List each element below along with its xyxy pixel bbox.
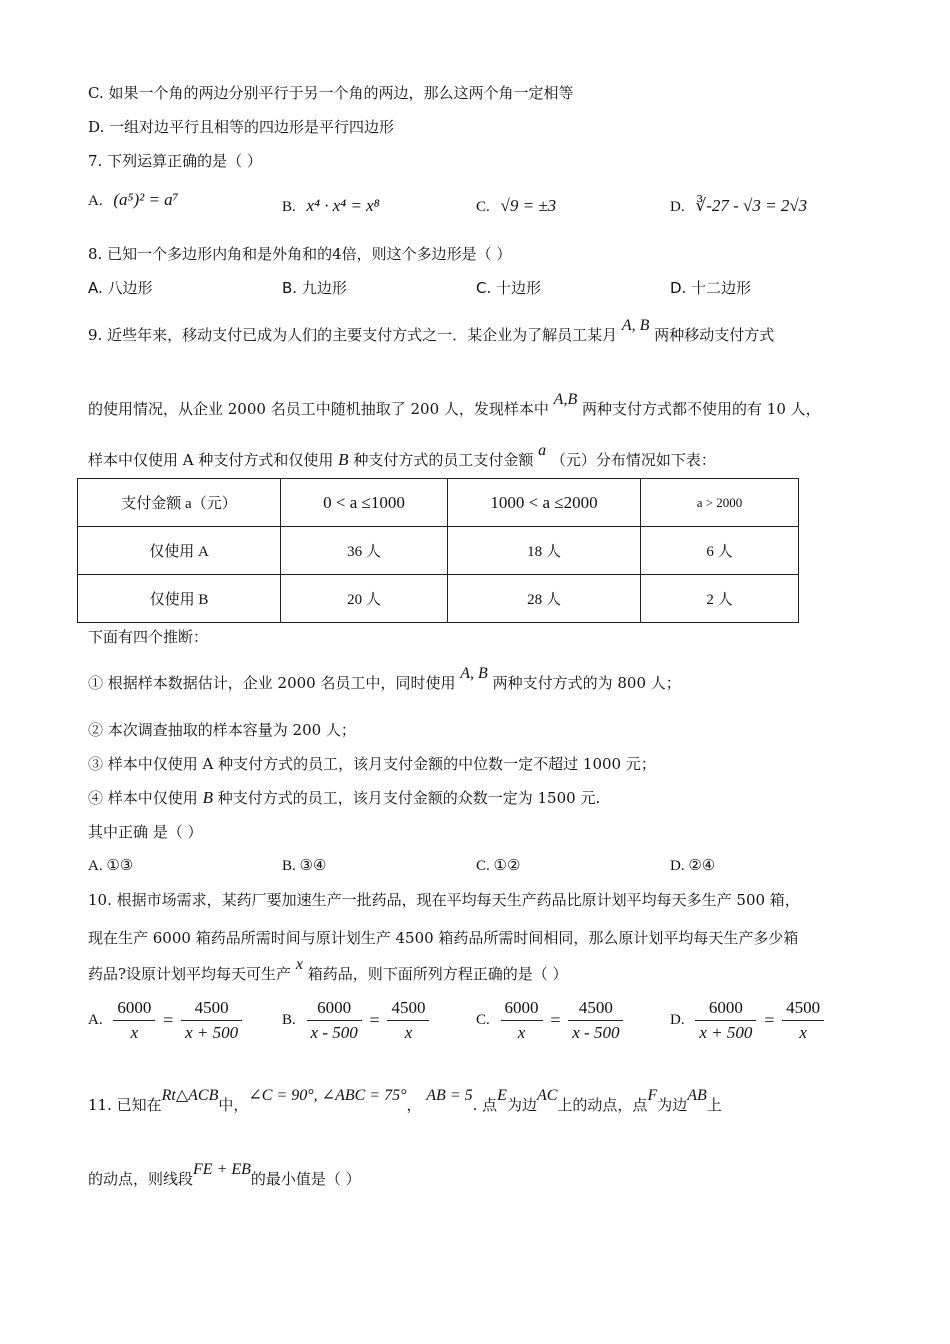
q11-math: ∠C = 90°, ∠ABC = 75° bbox=[248, 1087, 407, 1104]
q8-option-b: B. 九边形 bbox=[282, 279, 347, 297]
denominator: x bbox=[517, 1023, 526, 1042]
q11-text: ， bbox=[406, 1096, 422, 1114]
q9-line-2 bbox=[88, 391, 821, 419]
q10-fraction-right bbox=[782, 998, 824, 1043]
table-header-row bbox=[78, 479, 799, 527]
q9-statement-2: ② 本次调查抽取的样本容量为 200 人； bbox=[88, 721, 356, 739]
q10-option-a bbox=[88, 998, 242, 1043]
q9-statement-1 bbox=[88, 665, 681, 693]
q9-statement-4 bbox=[88, 787, 600, 808]
table-header-cell: a > 2000 bbox=[641, 479, 799, 527]
q7-option-d-expr: ∛-27 - √3 = 2√3 bbox=[695, 196, 808, 215]
denominator: x - 500 bbox=[572, 1023, 620, 1042]
table-header-cell: 0 < a ≤1000 bbox=[281, 479, 448, 527]
numerator: 6000 bbox=[501, 998, 543, 1021]
q11-math: E bbox=[497, 1087, 507, 1104]
q10-fraction-left bbox=[307, 998, 362, 1043]
equals-sign: = bbox=[163, 1010, 174, 1030]
q10-line-3-math: x bbox=[295, 956, 303, 973]
q8-option-d: D. 十二边形 bbox=[670, 279, 752, 297]
numerator: 4500 bbox=[782, 998, 824, 1021]
q11-text: 为边 bbox=[657, 1096, 688, 1114]
q9-statement-1-text-a: ① 根据样本数据估计，企业 2000 名员工中，同时使用 bbox=[88, 674, 456, 692]
q10-fraction-right bbox=[568, 998, 623, 1043]
numerator: 6000 bbox=[113, 998, 155, 1021]
q7-option-a bbox=[88, 190, 179, 210]
q11-text: 中， bbox=[218, 1096, 249, 1114]
q11-text: 上 bbox=[706, 1096, 722, 1114]
denominator: x + 500 bbox=[185, 1023, 239, 1042]
q9-intro: 下面有四个推断： bbox=[88, 628, 209, 646]
q9-statement-3: ③ 样本中仅使用 A 种支付方式的员工，该月支付金额的中位数一定不超过 1000 元； bbox=[88, 755, 656, 773]
q9-line-3-text-c: 种支付方式的员工支付金额 bbox=[353, 451, 534, 469]
equals-sign: = bbox=[550, 1010, 561, 1030]
q6-option-d: D. 一组对边平行且相等的四边形是平行四边形 bbox=[88, 118, 395, 136]
q9-line-1-text-a: 9. 近些年来，移动支付已成为人们的主要支付方式之一．某企业为了解员工某月 bbox=[88, 326, 618, 344]
equals-sign: = bbox=[369, 1010, 380, 1030]
q10-option-d bbox=[670, 998, 824, 1043]
table-header-cell: 支付金额 a（元） bbox=[78, 479, 281, 527]
q10-option-label: D. bbox=[670, 1012, 685, 1028]
q8-option-c: C. 十边形 bbox=[476, 279, 542, 297]
q9-line-3-math-b: B bbox=[338, 450, 349, 469]
q11-math: F bbox=[647, 1087, 658, 1104]
q10-option-label: C. bbox=[476, 1012, 490, 1028]
q8-stem: 8. 已知一个多边形内角和是外角和的4倍，则这个多边形是（ ） bbox=[88, 245, 512, 263]
q10-line-3-text-b: 箱药品，则下面所列方程正确的是（ ） bbox=[307, 965, 568, 983]
q11-text: 为边 bbox=[506, 1096, 537, 1114]
q10-line-1: 10. 根据市场需求，某药厂要加速生产一批药品，现在平均每天生产药品比原计划平均每天多生产 500 箱， bbox=[88, 891, 800, 909]
q11-math: AB = 5 bbox=[426, 1087, 473, 1104]
denominator: x bbox=[799, 1023, 807, 1042]
q10-fraction-left bbox=[113, 998, 155, 1043]
q7-option-c-expr: √9 = ±3 bbox=[500, 196, 557, 215]
q11-text: 的最小值是（ ） bbox=[250, 1170, 361, 1188]
q10-line-3-text-a: 药品?设原计划平均每天可生产 bbox=[88, 965, 292, 983]
q9-line-2-math: A,B bbox=[553, 391, 578, 408]
q9-line-1 bbox=[88, 317, 775, 345]
table-cell: 20 人 bbox=[281, 575, 448, 623]
q9-line-1-text-b: 两种移动支付方式 bbox=[654, 326, 775, 344]
q9-statement-4-text-a: ④ 样本中仅使用 bbox=[88, 789, 198, 807]
table-cell: 28 人 bbox=[448, 575, 641, 623]
q8-option-a: A. 八边形 bbox=[88, 279, 153, 297]
q9-option-a: A. ①③ bbox=[88, 858, 134, 874]
numerator: 6000 bbox=[307, 998, 362, 1021]
q7-option-c-label: C. bbox=[476, 198, 490, 215]
denominator: x - 500 bbox=[310, 1023, 358, 1042]
q10-fraction-left bbox=[501, 998, 543, 1043]
q10-option-label: A. bbox=[88, 1012, 103, 1028]
q11-line-2 bbox=[88, 1161, 361, 1189]
table-cell: 2 人 bbox=[641, 575, 799, 623]
numerator: 4500 bbox=[568, 998, 623, 1021]
denominator: x bbox=[130, 1023, 139, 1042]
table-row bbox=[78, 575, 799, 623]
q7-option-b-expr: x⁴ · x⁴ = x⁸ bbox=[306, 196, 380, 215]
table-cell: 6 人 bbox=[641, 527, 799, 575]
table-cell: 18 人 bbox=[448, 527, 641, 575]
q7-option-c bbox=[476, 196, 556, 216]
equals-sign: = bbox=[764, 1010, 775, 1030]
table-row bbox=[78, 527, 799, 575]
q11-text: 上的动点，点 bbox=[557, 1096, 648, 1114]
q9-line-2-text-b: 两种支付方式都不使用的有 10 人， bbox=[582, 400, 821, 418]
q9-statement-4-math: B bbox=[202, 788, 213, 807]
q7-option-b-label: B. bbox=[282, 198, 296, 215]
q11-math: AB bbox=[687, 1087, 707, 1104]
q9-line-3-text-e: （元）分布情况如下表： bbox=[550, 451, 716, 469]
table-cell: 36 人 bbox=[281, 527, 448, 575]
numerator: 4500 bbox=[387, 998, 429, 1021]
q10-fraction-right bbox=[181, 998, 242, 1043]
q7-option-a-label: A. bbox=[88, 192, 103, 209]
table-cell: 仅使用 B bbox=[78, 575, 281, 623]
q10-line-2: 现在生产 6000 箱药品所需时间与原计划生产 4500 箱药品所需时间相同，那么原计划平均每天生产多少箱 bbox=[88, 929, 799, 947]
table-header-cell: 1000 < a ≤2000 bbox=[448, 479, 641, 527]
denominator: x + 500 bbox=[699, 1023, 753, 1042]
q9-line-1-math: A, B bbox=[621, 317, 650, 334]
q9-option-d: D. ②④ bbox=[670, 858, 716, 874]
q11-line-1 bbox=[88, 1087, 722, 1115]
table-cell: 仅使用 A bbox=[78, 527, 281, 575]
q11-math: FE + EB bbox=[193, 1161, 251, 1178]
q9-line-3 bbox=[88, 442, 716, 470]
denominator: x bbox=[404, 1023, 413, 1042]
q10-fraction-right bbox=[387, 998, 429, 1043]
payment-table bbox=[77, 478, 799, 623]
q10-option-c bbox=[476, 998, 623, 1043]
q9-ask: 其中正确 是（ ） bbox=[88, 823, 203, 841]
q9-statement-4-text-b: 种支付方式的员工，该月支付金额的众数一定为 1500 元. bbox=[217, 789, 601, 807]
q7-option-a-expr: (a⁵)² = a⁷ bbox=[113, 190, 179, 209]
q10-option-label: B. bbox=[282, 1012, 296, 1028]
q7-option-d-label: D. bbox=[670, 198, 685, 215]
q11-text: . 点 bbox=[472, 1096, 498, 1114]
q9-line-3-math-a: a bbox=[538, 442, 547, 459]
q10-fraction-left bbox=[695, 998, 756, 1043]
q9-statement-1-text-b: 两种支付方式的为 800 人； bbox=[492, 674, 681, 692]
q10-line-3 bbox=[88, 956, 568, 984]
q7-stem: 7. 下列运算正确的是（ ） bbox=[88, 152, 262, 170]
q6-option-c: C. 如果一个角的两边分别平行于另一个角的两边，那么这两个角一定相等 bbox=[88, 84, 574, 102]
q9-statement-1-math: A, B bbox=[460, 665, 488, 682]
q9-option-b: B. ③④ bbox=[282, 858, 327, 874]
numerator: 6000 bbox=[695, 998, 756, 1021]
q7-option-d bbox=[670, 196, 807, 216]
numerator: 4500 bbox=[181, 998, 242, 1021]
q11-text: 11. 已知在 bbox=[88, 1096, 162, 1114]
q10-option-b bbox=[282, 998, 429, 1043]
q11-math: AC bbox=[536, 1087, 558, 1104]
q7-option-b bbox=[282, 196, 380, 216]
q9-option-c: C. ①② bbox=[476, 858, 521, 874]
q11-math: Rt△ACB bbox=[161, 1087, 219, 1104]
q9-line-3-text-a: 样本中仅使用 A 种支付方式和仅使用 bbox=[88, 451, 334, 469]
q9-line-2-text-a: 的使用情况，从企业 2000 名员工中随机抽取了 200 人，发现样本中 bbox=[88, 400, 549, 418]
q11-text: 的动点，则线段 bbox=[88, 1170, 194, 1188]
